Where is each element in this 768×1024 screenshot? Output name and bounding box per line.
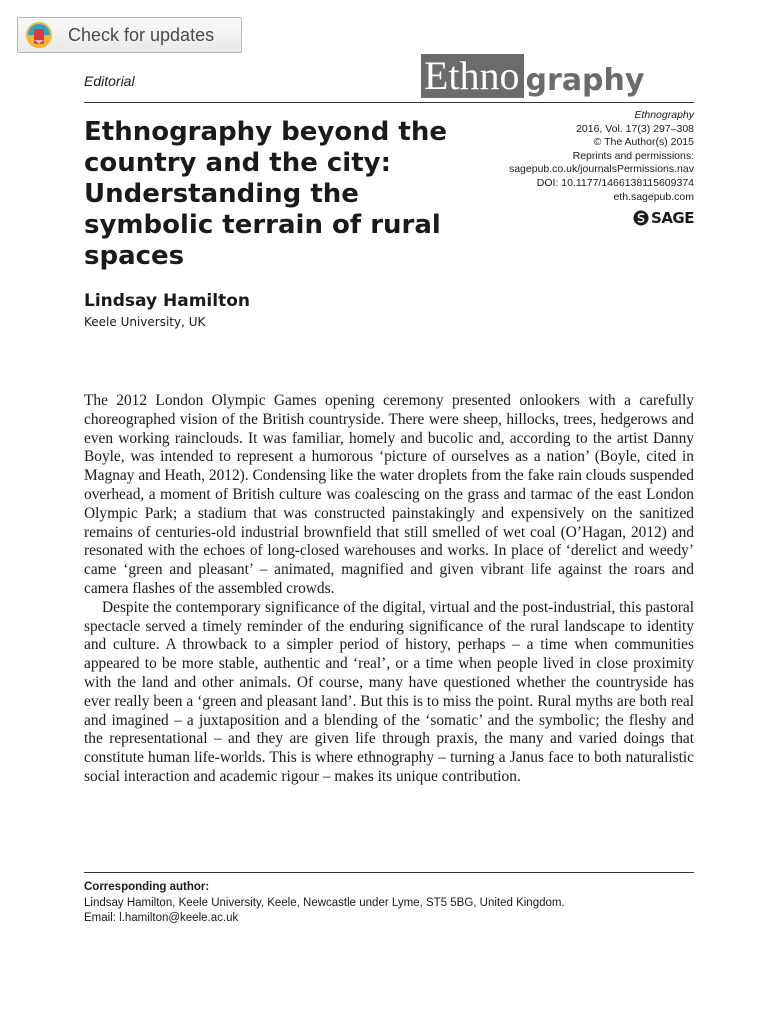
corresponding-author-label: Corresponding author: — [84, 881, 210, 893]
section-label: Editorial — [84, 73, 135, 89]
crossmark-icon — [24, 20, 54, 50]
body-paragraph: The 2012 London Olympic Games opening ceremony presented onlookers with a carefully choreographed vision of the British countryside. There were sheep, hillocks, trees, hedgerows and even working rainclouds. It was familiar, homely and bucolic and, according to the artist Danny Boyle, was intended to represent a humorous ‘picture of ourselves as a nation’ (Boyle, cited in Magnay and Heath, 2012). Condensing like the water droplets from the fake rain clouds suspended overhead, a moment of British culture was coalescing on the grass and tarmac of the east London Olympic Park; a stadium that was constructed painstakingly and expensively on the sanitized remains of centuries-old industrial brownfield that still smelled of wet coal (O’Hagan, 2012) and resonated with the echoes of long-closed warehouses and works. In place of ‘derelict and weedy’ came ‘green and pleasant’ – animated, magnified and given vibrant life against the roars and camera flashes of the assembled crowds. — [84, 392, 694, 597]
article-metadata — [509, 109, 694, 204]
meta-copyright: © The Author(s) 2015 — [593, 136, 694, 149]
author-affiliation: Keele University, UK — [84, 315, 206, 329]
meta-site[interactable]: eth.sagepub.com — [613, 190, 694, 203]
meta-journal: Ethnography — [634, 109, 694, 121]
sage-icon — [633, 210, 649, 226]
journal-logo — [421, 50, 644, 98]
body-paragraph: Despite the contemporary significance of the digital, virtual and the post-industrial, this pastoral spectacle served a timely reminder of the enduring significance of the rural landscape to identity and culture. A throwback to a simpler period of history, perhaps – a time when communities appeared to be more stable, authentic and ‘real’, or a time when people lived in close proximity with the land and other animals. Of course, many have questioned whether the countryside has ever really been a ‘green and pleasant land’. But this is to miss the point. Rural myths are both real and imagined – a juxtaposition and a blending of the ‘somatic’ and the symbolic; the fleshy and the representational – and they are given life through praxis, the many and varied doings that constitute human life-worlds. This is where ethnography – turning a Janus face to both naturalistic social interaction and academic rigour – makes its unique contribution. — [84, 598, 694, 785]
corresponding-author — [84, 880, 565, 927]
corresponding-author-address: Lindsay Hamilton, Keele University, Keele, Newcastle under Lyme, ST5 5BG, United Kingdom. — [84, 896, 565, 909]
check-for-updates-button[interactable] — [17, 17, 242, 53]
meta-reprints: Reprints and permissions: — [572, 149, 694, 162]
check-for-updates-label: Check for updates — [68, 24, 215, 45]
publisher-logo — [633, 209, 694, 227]
meta-volume: 2016, Vol. 17(3) 297–308 — [576, 122, 694, 135]
publisher-name: SAGE — [651, 209, 694, 227]
article-title: Ethnography beyond the country and the city: Understanding the symbolic terrain of rural spaces — [84, 117, 447, 271]
journal-logo-boxed: Ethno — [421, 54, 524, 98]
author-name: Lindsay Hamilton — [84, 291, 250, 311]
meta-permissions-link[interactable]: sagepub.co.uk/journalsPermissions.nav — [508, 163, 694, 176]
journal-logo-rest: graphy — [525, 63, 645, 98]
header-divider — [84, 102, 694, 103]
meta-doi[interactable]: DOI: 10.1177/1466138115609374 — [536, 176, 694, 189]
article-body — [84, 392, 694, 787]
footnote-divider — [84, 872, 694, 873]
corresponding-author-email[interactable]: Email: l.hamilton@keele.ac.uk — [84, 912, 239, 924]
